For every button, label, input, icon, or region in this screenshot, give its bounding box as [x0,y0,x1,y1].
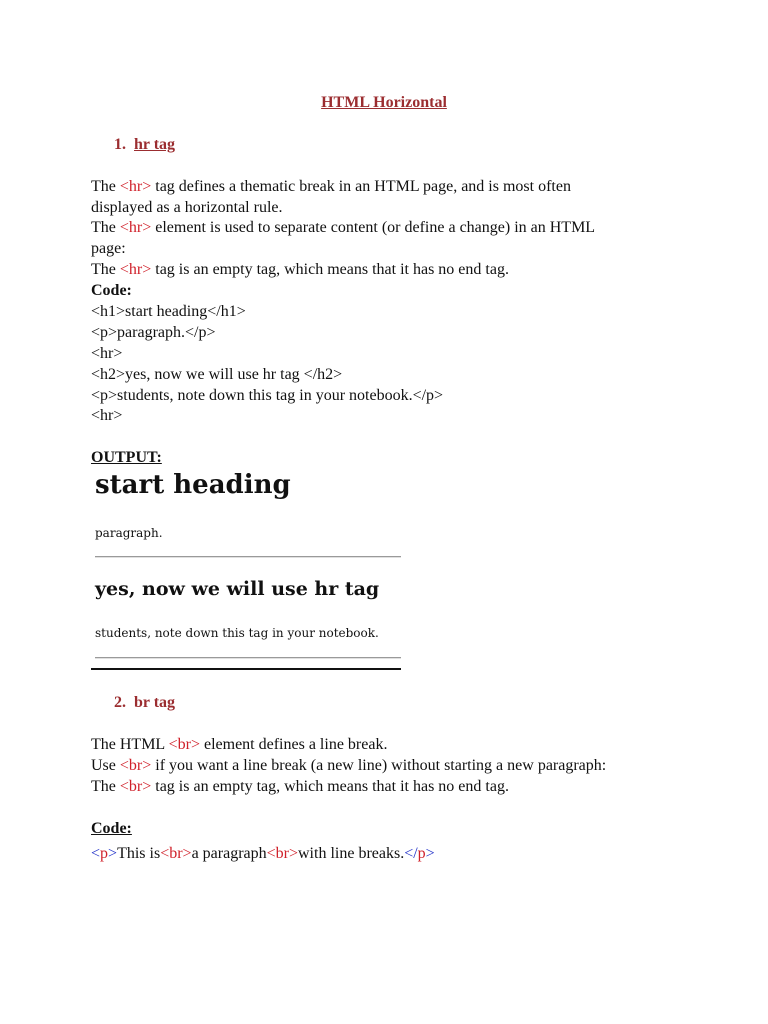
code-label: Code: [91,282,132,299]
section-title: br tag [134,694,176,711]
text: tag is an empty tag, which means that it has no end tag. [151,778,509,795]
section-heading-hr [114,136,175,154]
text: element defines a line break. [199,736,388,753]
code-line: <h1>start heading</h1> [91,303,246,320]
paragraph-line [91,735,387,755]
text: if you want a line break (a new line) without starting a new paragraph: [151,757,607,774]
paragraph-line: page: [91,240,126,257]
paragraph-line [91,777,509,797]
tag-bracket: < [91,845,101,862]
tag-text: <br> [160,845,192,862]
tag-name: p [417,845,426,862]
section-number: 1. [114,136,126,153]
paragraph-line [91,177,571,197]
section-heading-br [114,694,175,712]
text: The [91,178,120,195]
code-line: <p>paragraph.</p> [91,324,216,341]
tag-text: <hr> [119,261,152,278]
text: The HTML [91,736,169,753]
output-heading-2: yes, now we will use hr tag [95,578,380,600]
text: a paragraph [191,845,267,862]
text: This is [117,845,161,862]
output-heading-1: start heading [95,470,291,500]
tag-text: <hr> [119,219,152,236]
code-line: <p>students, note down this tag in your notebook.</p> [91,387,444,404]
page-title: HTML Horizontal [321,94,447,111]
text: element is used to separate content (or define a change) in an HTML [151,219,596,236]
paragraph-line [91,260,509,280]
output-label: OUTPUT: [91,449,162,466]
text: The [91,778,120,795]
output-paragraph: paragraph. [95,526,163,540]
output-paragraph: students, note down this tag in your notebook. [95,626,379,640]
code-line: <hr> [91,345,123,362]
code-label: Code: [91,820,132,837]
tag-name: p [100,845,109,862]
text: The [91,219,120,236]
tag-text: <br> [119,778,152,795]
text: with line breaks. [298,845,405,862]
code-line: <h2>yes, now we will use hr tag </h2> [91,366,343,383]
paragraph-line [91,756,606,776]
tag-bracket: > [425,845,435,862]
output-horizontal-rule [95,657,401,659]
tag-text: <br> [119,757,152,774]
paragraph-line: displayed as a horizontal rule. [91,199,283,216]
tag-text: <br> [266,845,298,862]
text: tag defines a thematic break in an HTML page, and is most often [151,178,571,195]
section-number: 2. [114,694,126,711]
output-horizontal-rule [95,556,401,558]
tag-bracket: </ [404,845,418,862]
tag-bracket: > [108,845,118,862]
section-title: hr tag [134,136,176,153]
tag-text: <br> [168,736,200,753]
code-line: <hr> [91,407,123,424]
tag-text: <hr> [119,178,152,195]
code-line [91,844,435,864]
paragraph-line [91,218,595,238]
output-border-line [91,668,401,670]
text: tag is an empty tag, which means that it has no end tag. [151,261,509,278]
text: Use [91,757,120,774]
text: The [91,261,120,278]
